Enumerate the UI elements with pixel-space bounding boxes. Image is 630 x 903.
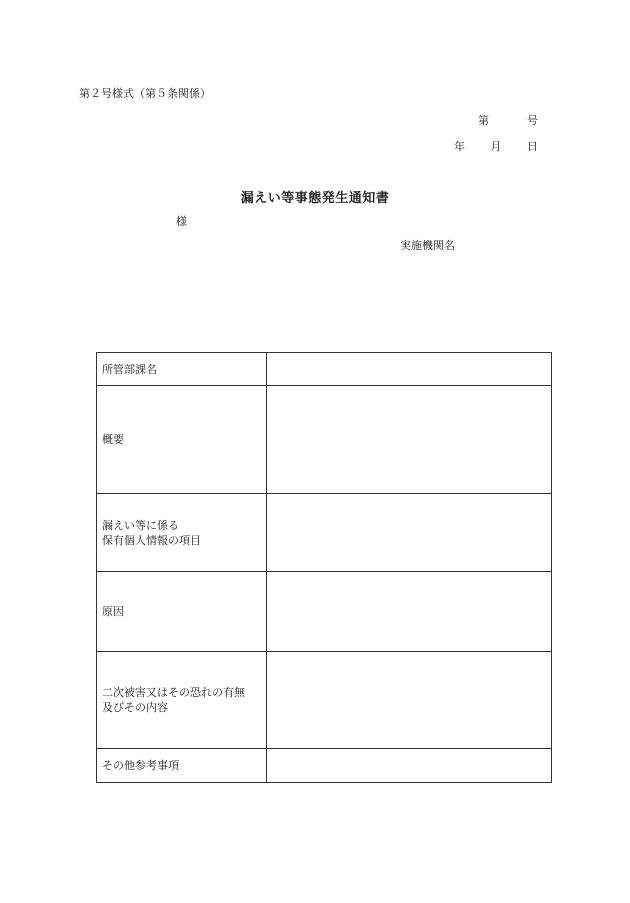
- institution-label: 実施機関名: [400, 239, 455, 252]
- row-value-summary[interactable]: [267, 386, 552, 494]
- table-row: [97, 749, 552, 783]
- document-title: 漏えい等事態発生通知書: [240, 191, 390, 206]
- row-label-other-notes: その他参考事項: [97, 749, 267, 783]
- notification-table: [96, 352, 552, 783]
- date-day: 日: [527, 140, 538, 153]
- date-month: 月: [490, 140, 502, 153]
- addressee-suffix: 様: [176, 215, 187, 228]
- date-year: 年: [454, 140, 465, 153]
- row-value-other-notes[interactable]: [267, 749, 552, 783]
- row-value-leaked-items[interactable]: [267, 494, 552, 572]
- row-label-cause: 原因: [97, 572, 267, 652]
- doc-no-suffix: 号: [527, 114, 538, 127]
- table-row: [97, 572, 552, 652]
- table-row: [97, 386, 552, 494]
- row-label-leaked-items: 漏えい等に係る 保有個人情報の項目: [102, 518, 201, 547]
- row-value-cause[interactable]: [267, 572, 552, 652]
- row-label-summary: 概要: [97, 386, 267, 494]
- row-label-department: 所管部課名: [97, 353, 267, 386]
- table-row: [97, 652, 552, 749]
- table-row: [97, 494, 552, 572]
- table-row: [97, 353, 552, 386]
- document-number-line: [478, 112, 538, 128]
- form-number: 第２号様式（第５条関係）: [79, 87, 211, 100]
- row-value-department[interactable]: [267, 353, 552, 386]
- row-label-secondary-damage: 二次被害又はその恐れの有無 及びその内容: [102, 686, 245, 714]
- row-value-secondary-damage[interactable]: [267, 652, 552, 749]
- doc-no-prefix: 第: [478, 114, 489, 127]
- date-line: [454, 138, 538, 154]
